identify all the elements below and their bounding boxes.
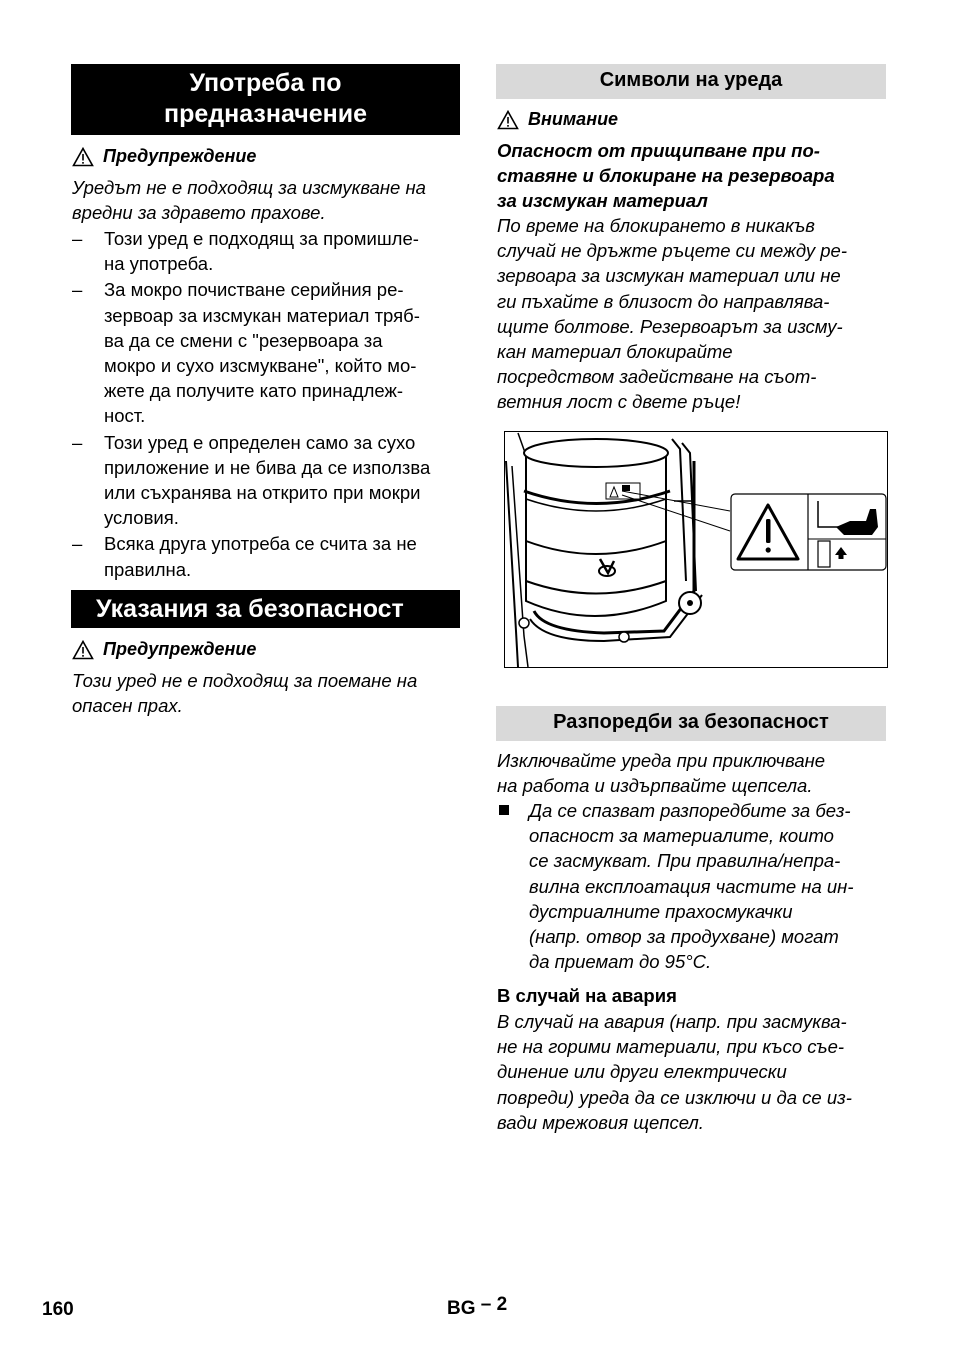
language-code bbox=[447, 1294, 508, 1320]
text-line: Изключвайте уреда при приключване bbox=[497, 750, 826, 771]
warning-text bbox=[72, 175, 462, 225]
text-line: (напр. отвор за продухване) могат bbox=[529, 926, 839, 948]
text-line: ветния лост с двете ръце! bbox=[497, 391, 741, 413]
text-line: случай не дръжте ръцете си между ре- bbox=[497, 240, 848, 262]
text-line: вилна експлоатация частите на ин- bbox=[529, 875, 854, 897]
text-line: се засмукват. При правилна/непра- bbox=[529, 850, 841, 872]
text-line: жете да получите като принадлеж- bbox=[104, 380, 404, 402]
warning-triangle-icon bbox=[497, 110, 519, 130]
warning-triangle-icon bbox=[72, 640, 94, 660]
text-line: вредни за здравето прахове. bbox=[72, 202, 326, 224]
emergency-heading: В случай на авария bbox=[497, 985, 677, 1006]
text-line: вади мрежовия щепсел. bbox=[497, 1111, 704, 1133]
warning-label: Предупреждение bbox=[103, 639, 257, 659]
warning-header bbox=[72, 146, 256, 167]
text-line: Този уред е подходящ за промишле- bbox=[104, 228, 419, 249]
text-line: за изсмукан материал bbox=[497, 190, 708, 212]
text-line: опасен прах. bbox=[72, 695, 183, 717]
text-line: Опасност от прищипване при по- bbox=[497, 140, 820, 161]
text-line: условия. bbox=[104, 507, 179, 529]
text-line: на работа и издърпвайте щепсела. bbox=[497, 775, 813, 797]
text-line: ставяне и блокиране на резервоара bbox=[497, 165, 835, 187]
caution-bold-text bbox=[497, 138, 889, 214]
emergency-text bbox=[497, 1009, 889, 1135]
page-number: 160 bbox=[42, 1299, 74, 1320]
warning-triangle-icon bbox=[72, 147, 94, 167]
text-line: ва да се смени с "резервоара за bbox=[104, 329, 383, 351]
lang-label: BG bbox=[447, 1298, 476, 1319]
list-item bbox=[72, 226, 464, 276]
text-line: правилна. bbox=[104, 558, 192, 580]
text-line: Този уред е определен само за сухо bbox=[104, 431, 416, 453]
device-illustration bbox=[504, 431, 888, 668]
text-line: не на горими материали, при късо съе- bbox=[497, 1036, 845, 1058]
dash-marker: – bbox=[72, 228, 83, 249]
text-line: За мокро почистване серийния ре- bbox=[104, 279, 404, 301]
section-page: – 2 bbox=[480, 1294, 508, 1315]
usage-list bbox=[72, 226, 464, 583]
text-line: Да се спазват разпоредбите за без- bbox=[529, 800, 851, 821]
list-item bbox=[497, 798, 889, 974]
text-line: опасност за материалите, които bbox=[529, 825, 834, 847]
text-line: Всяка друга употреба се счита за не bbox=[104, 533, 417, 555]
square-bullet-icon bbox=[499, 805, 509, 815]
heading-safety-regulations: Разпоредби за безопасност bbox=[496, 706, 886, 741]
dash-marker: – bbox=[72, 533, 83, 555]
text-line: да приемат до 95°C. bbox=[529, 951, 712, 973]
text-line: ги пъхайте в близост до направлява- bbox=[497, 290, 830, 312]
text-line: зервоара за изсмукан материал или не bbox=[497, 265, 841, 287]
heading-safety: Указания за безопасност bbox=[71, 590, 460, 628]
text-line: По време на блокирането в никакъв bbox=[497, 215, 815, 236]
text-line: мокро и сухо изсмукване", който мо- bbox=[104, 355, 417, 377]
heading-line: предназначение bbox=[163, 100, 368, 128]
caution-header bbox=[497, 109, 618, 130]
text-line: щите болтове. Резервоарът за изсму- bbox=[497, 315, 843, 337]
text-line: повреди) уреда да се изключи и да се из- bbox=[497, 1086, 852, 1108]
warning-text bbox=[72, 668, 462, 718]
dash-marker: – bbox=[72, 431, 83, 453]
text-line: Уредът не е подходящ за изсмукване на bbox=[72, 177, 426, 198]
text-line: посредством задействане на съот- bbox=[497, 366, 817, 388]
caution-label: Внимание bbox=[528, 109, 619, 129]
heading-device-symbols: Символи на уреда bbox=[496, 64, 886, 99]
warning-label: Предупреждение bbox=[103, 146, 257, 166]
warning-header bbox=[72, 639, 256, 660]
text-line: кан материал блокирайте bbox=[497, 341, 733, 363]
safety-bullet-list bbox=[497, 798, 889, 975]
text-line: ност. bbox=[104, 405, 146, 427]
text-line: В случай на авария (напр. при засмуква- bbox=[497, 1011, 847, 1032]
dash-marker: – bbox=[72, 279, 83, 301]
safety-text bbox=[497, 748, 889, 798]
list-item bbox=[72, 430, 464, 531]
text-line: Този уред не е подходящ за поемане на bbox=[72, 670, 418, 691]
text-line: приложение и не бива да се използва bbox=[104, 456, 431, 478]
text-line: на употреба. bbox=[104, 253, 214, 275]
text-line: или съхранява на открито при мокри bbox=[104, 482, 421, 504]
text-line: зервоар за изсмукан материал тряб- bbox=[104, 304, 420, 326]
text-line: дустриалните прахосмукачки bbox=[529, 900, 793, 922]
list-item bbox=[72, 277, 464, 428]
text-line: динение или други електрически bbox=[497, 1061, 787, 1083]
heading-line: Употреба по bbox=[189, 69, 342, 97]
vacuum-tank-drawing bbox=[504, 431, 888, 668]
list-item bbox=[72, 531, 464, 581]
caution-text bbox=[497, 213, 889, 415]
heading-intended-use bbox=[71, 64, 460, 135]
